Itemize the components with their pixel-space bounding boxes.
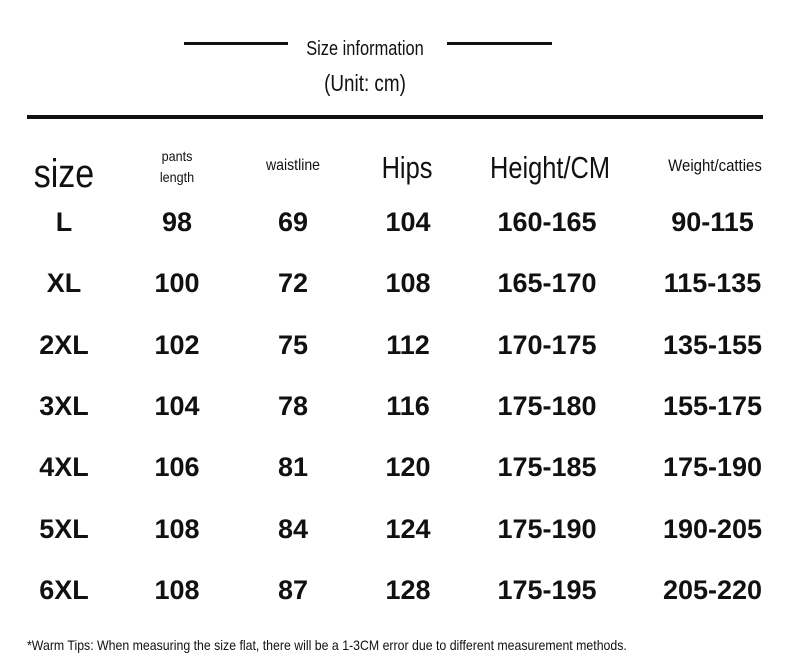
cell-height: 160-165: [497, 207, 597, 237]
header-pants-length: [141, 146, 213, 188]
cell-pants-length: 108: [154, 514, 200, 544]
cell-hips: 128: [385, 575, 431, 605]
cell-waistline: 84: [277, 514, 309, 544]
cell-height: 175-190: [497, 514, 597, 544]
cell-waistline: 87: [277, 575, 309, 605]
title-line-right: [447, 42, 552, 45]
cell-hips: 120: [385, 452, 431, 482]
table-row: [0, 447, 790, 487]
cell-pants-length: 108: [154, 575, 200, 605]
page-title: Size information: [306, 38, 424, 60]
header-pants-line1: pants: [161, 148, 193, 164]
page-subtitle: (Unit: cm): [324, 70, 406, 96]
cell-size: 2XL: [39, 330, 89, 360]
cell-size: L: [55, 207, 73, 237]
cell-pants-length: 98: [161, 207, 193, 237]
table-row: [0, 202, 790, 242]
cell-waistline: 69: [277, 207, 309, 237]
header-waistline: waistline: [265, 157, 320, 174]
table-row: [0, 386, 790, 426]
cell-height: 175-185: [497, 452, 597, 482]
header-weight: Weight/catties: [668, 156, 762, 175]
cell-weight: 155-175: [662, 391, 763, 421]
cell-pants-length: 106: [154, 452, 200, 482]
cell-hips: 108: [385, 268, 431, 298]
table-row: [0, 509, 790, 549]
title-line-left: [184, 42, 288, 45]
header-pants-line2: length: [159, 169, 195, 185]
cell-size: 4XL: [39, 452, 89, 482]
cell-pants-length: 104: [154, 391, 200, 421]
cell-pants-length: 102: [154, 330, 200, 360]
cell-height: 170-175: [497, 330, 597, 360]
cell-weight: 190-205: [662, 514, 763, 544]
cell-weight: 135-155: [662, 330, 763, 360]
cell-height: 175-195: [497, 575, 597, 605]
header-divider: [27, 115, 763, 119]
cell-size: 3XL: [39, 391, 89, 421]
cell-size: 5XL: [39, 514, 89, 544]
cell-hips: 104: [385, 207, 431, 237]
cell-pants-length: 100: [154, 268, 200, 298]
table-row: [0, 263, 790, 303]
cell-weight: 115-135: [663, 268, 762, 298]
cell-hips: 124: [385, 514, 431, 544]
table-row: [0, 325, 790, 365]
cell-waistline: 78: [277, 391, 309, 421]
cell-size: XL: [46, 268, 82, 298]
warm-tips: *Warm Tips: When measuring the size flat, there will be a 1-3CM error due to different measurement methods.: [27, 637, 627, 653]
cell-weight: 90-115: [671, 207, 754, 237]
cell-height: 165-170: [497, 268, 597, 298]
header-hips: Hips: [381, 150, 433, 185]
cell-weight: 175-190: [662, 452, 763, 482]
table-row: [0, 570, 790, 610]
cell-waistline: 72: [277, 268, 309, 298]
cell-hips: 116: [386, 391, 430, 421]
header-height: Height/CM: [489, 150, 611, 185]
cell-waistline: 81: [277, 452, 309, 482]
cell-size: 6XL: [39, 575, 89, 605]
header-size: size: [33, 152, 95, 196]
cell-waistline: 75: [277, 330, 309, 360]
cell-weight: 205-220: [662, 575, 763, 605]
cell-hips: 112: [386, 330, 430, 360]
cell-height: 175-180: [497, 391, 597, 421]
